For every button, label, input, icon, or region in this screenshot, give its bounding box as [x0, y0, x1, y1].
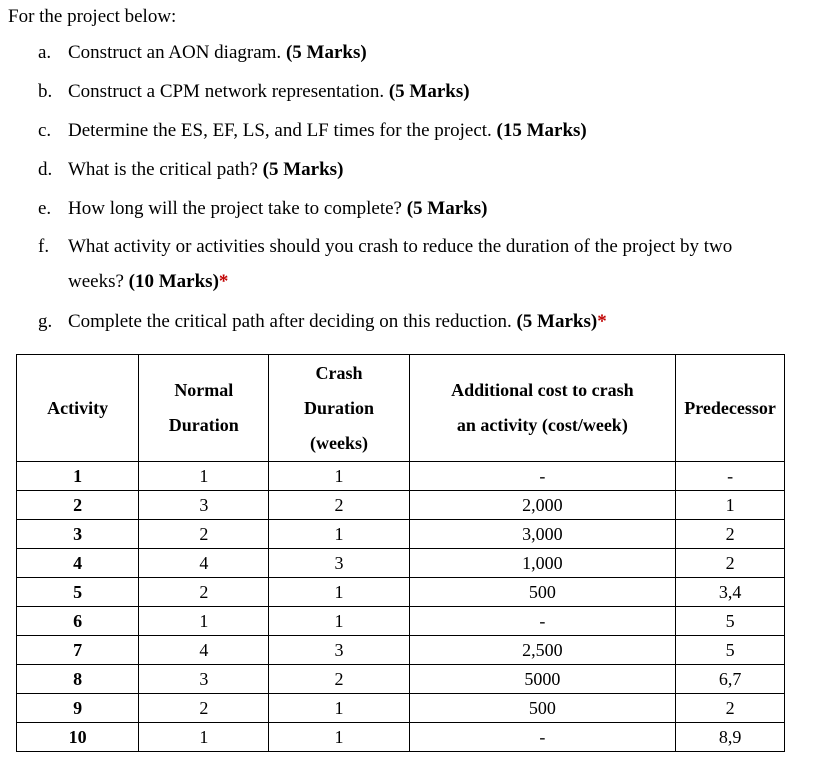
cell-normal: 3: [139, 665, 269, 694]
cell-predecessor: 3,4: [676, 578, 785, 607]
cell-predecessor: 1: [676, 491, 785, 520]
intro-text: For the project below:: [8, 6, 177, 27]
cell-crash: 2: [269, 491, 409, 520]
question-marks: (5 Marks): [262, 159, 344, 180]
cell-activity: 4: [17, 549, 139, 578]
header-activity: Activity: [17, 355, 139, 462]
table-row: [17, 694, 785, 723]
question-marks: (5 Marks): [406, 198, 488, 219]
cell-activity: 5: [17, 578, 139, 607]
cell-crash: 1: [269, 607, 409, 636]
cell-crash: 1: [269, 578, 409, 607]
activity-table: [16, 354, 785, 752]
question-text: What is the critical path? (5 Marks): [68, 159, 344, 180]
question-marks: (10 Marks): [128, 271, 219, 292]
cell-predecessor: 2: [676, 549, 785, 578]
question-text: Construct an AON diagram. (5 Marks): [68, 42, 367, 63]
question-letter: d.: [38, 159, 53, 180]
cell-cost: 500: [409, 694, 676, 723]
cell-normal: 4: [139, 636, 269, 665]
table-row: [17, 491, 785, 520]
cell-activity: 8: [17, 665, 139, 694]
table-row: [17, 607, 785, 636]
cell-crash: 1: [269, 520, 409, 549]
cell-predecessor: 5: [676, 607, 785, 636]
cell-cost: 2,500: [409, 636, 676, 665]
table-row: [17, 636, 785, 665]
cell-predecessor: 2: [676, 520, 785, 549]
question-marks: (5 Marks): [516, 311, 598, 332]
question-text: How long will the project take to complete? (5 Marks): [68, 198, 488, 219]
cell-cost: 500: [409, 578, 676, 607]
cell-activity: 7: [17, 636, 139, 665]
question-letter: c.: [38, 120, 52, 141]
cell-activity: 3: [17, 520, 139, 549]
header-crash-duration: Crash Duration (weeks): [269, 355, 409, 462]
question-marks: (15 Marks): [496, 120, 587, 141]
question-letter: a.: [38, 42, 52, 63]
cell-crash: 1: [269, 723, 409, 752]
cell-activity: 1: [17, 462, 139, 491]
cell-normal: 4: [139, 549, 269, 578]
cell-normal: 2: [139, 578, 269, 607]
header-predecessor: Predecessor: [676, 355, 785, 462]
table-row: [17, 665, 785, 694]
cell-cost: -: [409, 723, 676, 752]
question-letter: e.: [38, 198, 52, 219]
question-letter: f.: [38, 236, 50, 257]
cell-cost: 5000: [409, 665, 676, 694]
header-normal-duration: Normal Duration: [139, 355, 269, 462]
cell-cost: -: [409, 607, 676, 636]
cell-activity: 9: [17, 694, 139, 723]
cell-crash: 3: [269, 549, 409, 578]
table-row: [17, 549, 785, 578]
table-row: [17, 578, 785, 607]
question-text: Complete the critical path after deciding on this reduction. (5 Marks)*: [68, 311, 607, 332]
cell-activity: 2: [17, 491, 139, 520]
question-marks: (5 Marks): [388, 81, 470, 102]
cell-cost: 2,000: [409, 491, 676, 520]
table-row: [17, 462, 785, 491]
asterisk: *: [218, 271, 229, 292]
asterisk: *: [597, 311, 607, 332]
cell-cost: -: [409, 462, 676, 491]
header-additional-cost: Additional cost to crash an activity (cost/week): [409, 355, 676, 462]
cell-predecessor: 6,7: [676, 665, 785, 694]
cell-crash: 1: [269, 462, 409, 491]
cell-activity: 6: [17, 607, 139, 636]
cell-activity: 10: [17, 723, 139, 752]
cell-normal: 3: [139, 491, 269, 520]
cell-predecessor: 2: [676, 694, 785, 723]
cell-predecessor: 5: [676, 636, 785, 665]
cell-normal: 2: [139, 520, 269, 549]
cell-predecessor: 8,9: [676, 723, 785, 752]
cell-cost: 3,000: [409, 520, 676, 549]
cell-crash: 1: [269, 694, 409, 723]
table-row: [17, 723, 785, 752]
cell-cost: 1,000: [409, 549, 676, 578]
question-letter: b.: [38, 81, 53, 102]
question-text: Construct a CPM network representation. (5 Marks): [68, 81, 470, 102]
cell-normal: 1: [139, 462, 269, 491]
cell-crash: 2: [269, 665, 409, 694]
cell-normal: 2: [139, 694, 269, 723]
cell-crash: 3: [269, 636, 409, 665]
question-marks: (5 Marks): [285, 42, 367, 63]
question-letter: g.: [38, 311, 53, 332]
cell-normal: 1: [139, 607, 269, 636]
table-header-row: [17, 355, 785, 462]
table-row: [17, 520, 785, 549]
cell-normal: 1: [139, 723, 269, 752]
question-text: What activity or activities should you crash to reduce the duration of the project by two weeks? (10 Marks)*: [68, 236, 733, 292]
cell-predecessor: -: [676, 462, 785, 491]
question-text: Determine the ES, EF, LS, and LF times for the project. (15 Marks): [68, 120, 587, 141]
